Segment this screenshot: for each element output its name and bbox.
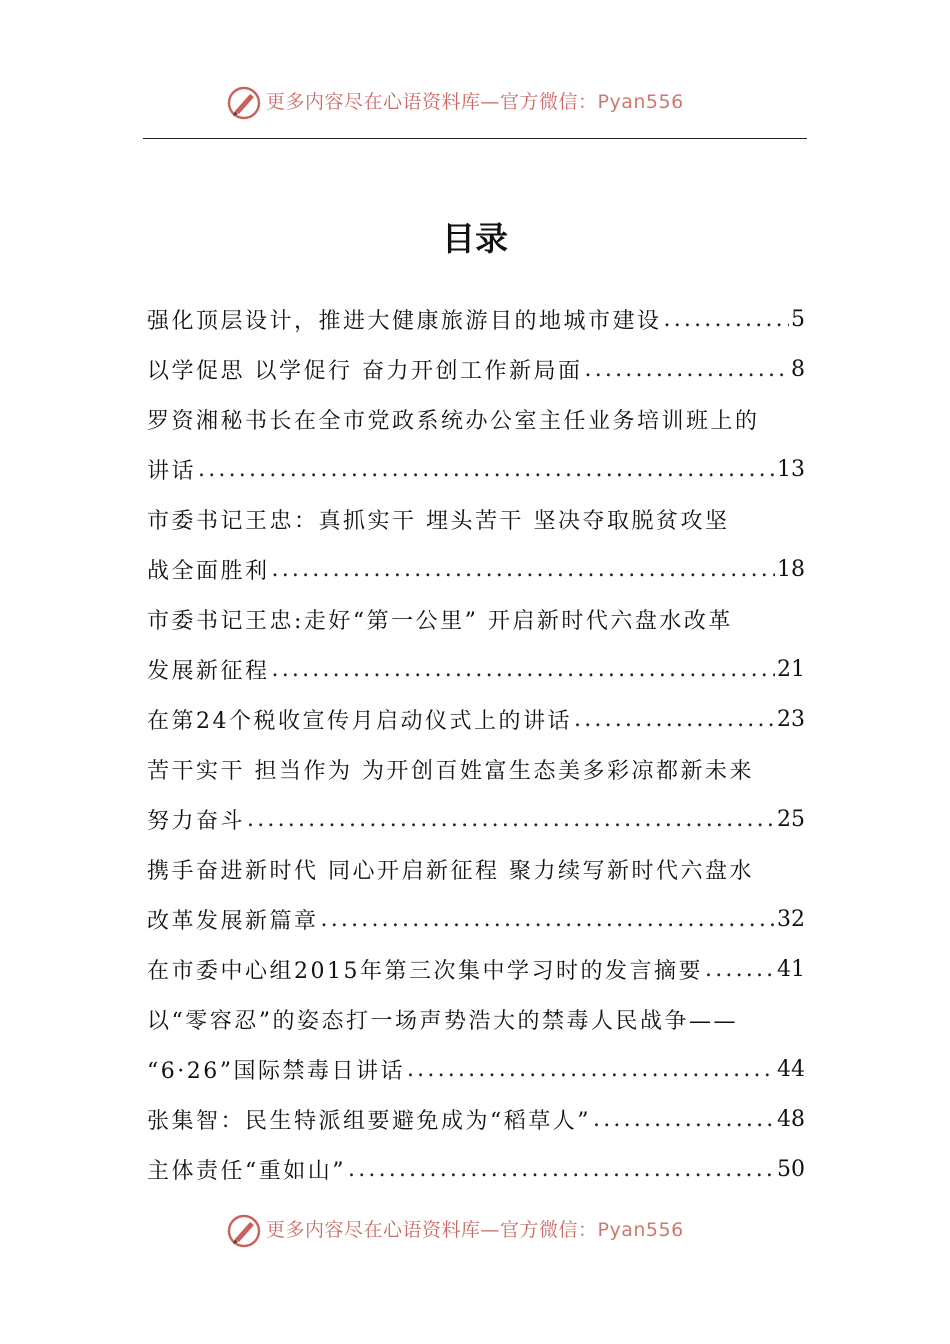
- footer-banner: [0, 1211, 950, 1251]
- header-divider: [143, 138, 807, 139]
- toc-entry-title: 改革发展新篇章: [147, 908, 319, 934]
- toc-page-number: 48: [777, 1106, 805, 1132]
- toc-entry-title: 市委书记王忠:走好“第一公里” 开启新时代六盘水改革: [147, 608, 733, 634]
- toc-dot-leader: [705, 957, 775, 982]
- toc-entry-title: 张集智：民生特派组要避免成为“稻草人”: [147, 1108, 591, 1134]
- toc-dot-leader: [272, 657, 775, 682]
- toc-entry-line[interactable]: [147, 994, 805, 1044]
- toc-page-number: 13: [777, 456, 805, 482]
- banner-part2: 心语资料库: [383, 91, 481, 113]
- toc-page-number: 41: [777, 956, 805, 982]
- toc-entry-line[interactable]: [147, 594, 805, 644]
- toc-entry-line[interactable]: [147, 344, 805, 394]
- toc-entry-line[interactable]: [147, 844, 805, 894]
- toc-dot-leader: [272, 557, 775, 582]
- banner-part1: 更多内容尽在: [266, 1219, 384, 1241]
- toc-entry-line[interactable]: [147, 494, 805, 544]
- toc-dot-leader: [407, 1057, 775, 1082]
- toc-entry-title: 努力奋斗: [147, 808, 246, 834]
- page-title: 目录: [442, 219, 508, 258]
- toc-dot-leader: [593, 1107, 775, 1132]
- toc-entry-line[interactable]: [147, 644, 805, 694]
- toc-entry-line[interactable]: [147, 1044, 805, 1094]
- toc-entry-line[interactable]: [147, 1144, 805, 1194]
- banner-wechat-id: Pyan556: [597, 91, 684, 113]
- table-of-contents: [147, 294, 805, 1194]
- toc-entry-title: 讲话: [147, 458, 197, 484]
- toc-dot-leader: [321, 907, 775, 932]
- toc-dot-leader: [348, 1157, 775, 1182]
- toc-dot-leader: [198, 457, 775, 482]
- toc-entry-title: 在第24个税收宣传月启动仪式上的讲话: [147, 708, 572, 734]
- header-banner: [0, 83, 950, 123]
- banner-part3: —官方微信：: [480, 91, 598, 113]
- toc-entry-title: 市委书记王忠：真抓实干 埋头苦干 坚决夺取脱贫攻坚: [147, 508, 730, 534]
- toc-dot-leader: [585, 357, 790, 382]
- toc-page-number: 44: [777, 1056, 805, 1082]
- toc-entry-line[interactable]: [147, 544, 805, 594]
- toc-dot-leader: [247, 807, 775, 832]
- toc-entry-title: 发展新征程: [147, 658, 270, 684]
- toc-entry-line[interactable]: [147, 444, 805, 494]
- toc-entry-title: 在市委中心组2015年第三次集中学习时的发言摘要: [147, 958, 703, 984]
- toc-page-number: 32: [777, 906, 805, 932]
- toc-dot-leader: [664, 307, 789, 332]
- toc-entry-title: 以“零容忍”的姿态打一场声势浩大的禁毒人民战争——: [147, 1008, 738, 1034]
- toc-entry-title: 携手奋进新时代 同心开启新征程 聚力续写新时代六盘水: [147, 858, 754, 884]
- banner-text: [266, 1217, 684, 1243]
- toc-entry-title: 战全面胜利: [147, 558, 270, 584]
- toc-entry-line[interactable]: [147, 744, 805, 794]
- banner-part1: 更多内容尽在: [266, 91, 384, 113]
- toc-entry-line[interactable]: [147, 294, 805, 344]
- toc-entry-title: 主体责任“重如山”: [147, 1158, 346, 1184]
- toc-page-number: 5: [791, 306, 805, 332]
- toc-entry-title: 强化顶层设计，推进大健康旅游目的地城市建设: [147, 308, 662, 334]
- toc-entry-line[interactable]: [147, 694, 805, 744]
- toc-entry-line[interactable]: [147, 394, 805, 444]
- toc-page-number: 50: [777, 1156, 805, 1182]
- toc-entry-line[interactable]: [147, 1094, 805, 1144]
- toc-entry-line[interactable]: [147, 944, 805, 994]
- toc-entry-title: 以学促思 以学促行 奋力开创工作新局面: [147, 358, 583, 384]
- banner-wechat-id: Pyan556: [597, 1219, 684, 1241]
- banner-part3: —官方微信：: [480, 1219, 598, 1241]
- pen-logo-icon: [226, 1213, 262, 1249]
- banner-text: [266, 89, 684, 115]
- toc-entry-line[interactable]: [147, 894, 805, 944]
- toc-page-number: 8: [791, 356, 805, 382]
- toc-entry-title: 罗资湘秘书长在全市党政系统办公室主任业务培训班上的: [147, 408, 760, 434]
- pen-logo-icon: [226, 85, 262, 121]
- toc-page-number: 25: [777, 806, 805, 832]
- banner-part2: 心语资料库: [383, 1219, 481, 1241]
- toc-page-number: 21: [777, 656, 805, 682]
- toc-entry-title: “6·26”国际禁毒日讲话: [147, 1058, 405, 1084]
- toc-entry-title: 苦干实干 担当作为 为开创百姓富生态美多彩凉都新未来: [147, 758, 754, 784]
- toc-entry-line[interactable]: [147, 794, 805, 844]
- toc-page-number: 18: [777, 556, 805, 582]
- toc-page-number: 23: [777, 706, 805, 732]
- toc-dot-leader: [574, 707, 775, 732]
